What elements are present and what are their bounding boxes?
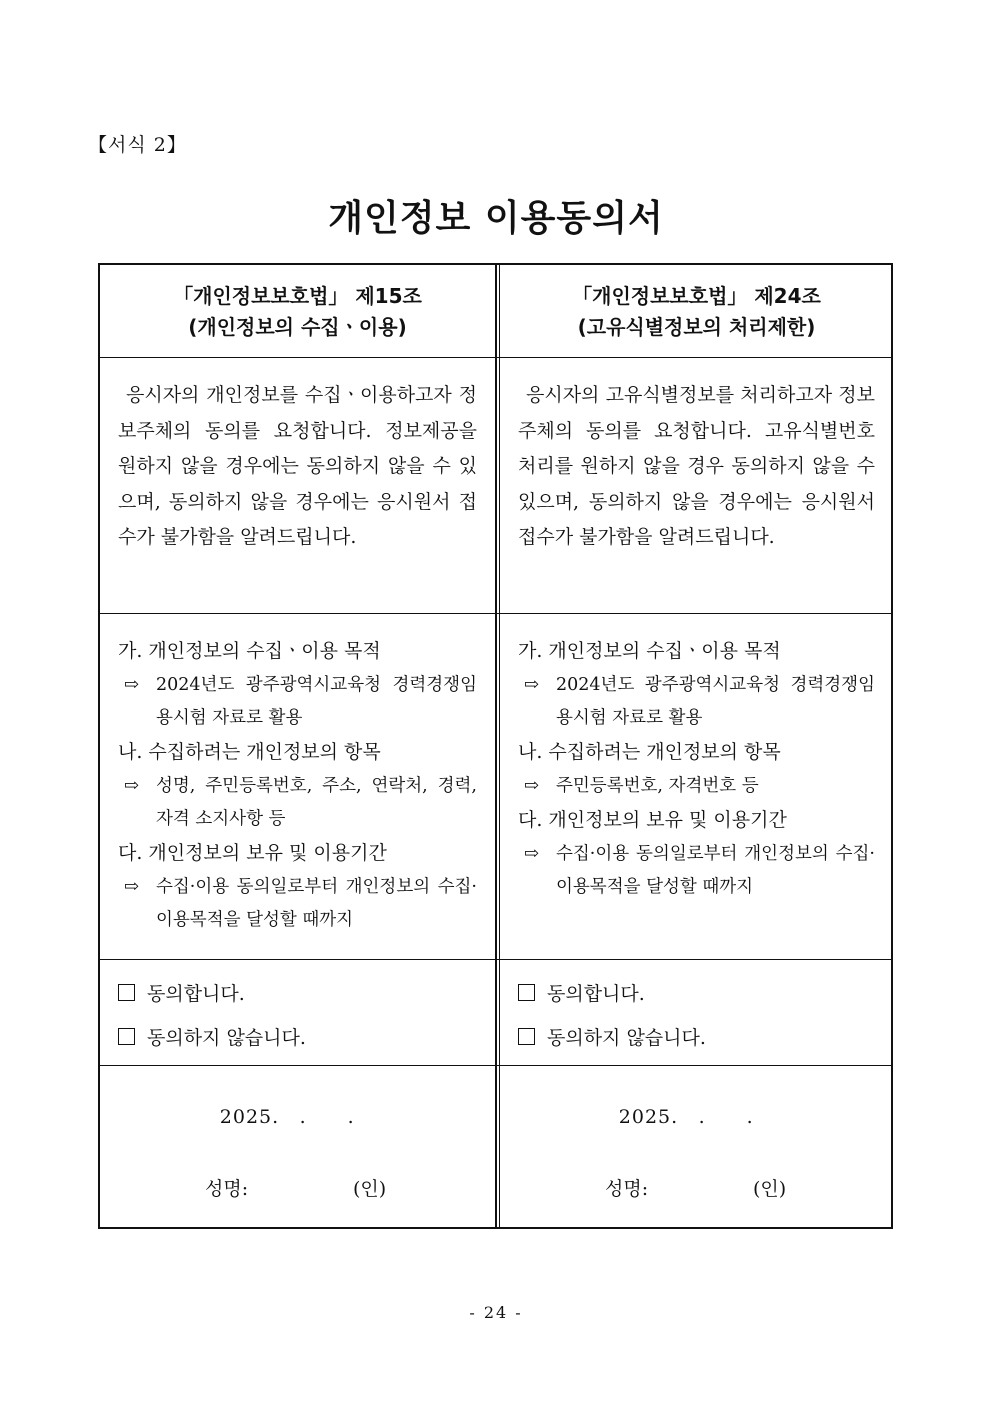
right-header-cell (500, 265, 893, 357)
left-signature-cell (100, 1066, 495, 1229)
checkbox-icon[interactable] (118, 1028, 135, 1045)
document-title: 개인정보 이용동의서 (328, 198, 664, 239)
page-number: - 24 - (469, 1303, 523, 1322)
right-section-body-items: ⇨ 주민등록번호, 자격번호 등 (518, 769, 875, 803)
right-seal-label: (인) (753, 1178, 787, 1200)
form-number-label: 【서식 2】 (88, 134, 187, 156)
right-section-heading-period: 다. 개인정보의 보유 및 이용기간 (518, 809, 787, 831)
left-header-cell (100, 265, 495, 357)
checkbox-icon[interactable] (118, 984, 135, 1001)
left-agree-option[interactable]: 동의합니다. (118, 972, 477, 1016)
left-name-label: 성명: (205, 1178, 249, 1200)
arrow-icon: ⇨ (124, 674, 140, 695)
left-section-body-items: ⇨ 성명, 주민등록번호, 주소, 연락처, 경력, 자격 소지사항 등 (118, 769, 477, 836)
left-section-heading-items: 나. 수집하려는 개인정보의 항목 (118, 741, 381, 763)
right-section-heading-items: 나. 수집하려는 개인정보의 항목 (518, 741, 781, 763)
right-details-cell (500, 614, 893, 959)
arrow-icon: ⇨ (524, 843, 540, 864)
right-disagree-option[interactable]: 동의하지 않습니다. (518, 1016, 875, 1060)
right-intro-cell (500, 358, 893, 613)
left-intro-text: 응시자의 개인정보를 수집ㆍ이용하고자 정보주체의 동의를 요청합니다. 정보제공을 원하지 않을 경우에는 동의하지 않을 수 있으며, 동의하지 않을 경우에는 응시원서 접수가 불가함을 알려드립니다. (118, 384, 477, 548)
left-date-line[interactable]: 2025. . . (219, 1106, 355, 1128)
left-law-subject: (개인정보의 수집ㆍ이용) (188, 315, 407, 339)
left-section-heading-period: 다. 개인정보의 보유 및 이용기간 (118, 842, 387, 864)
left-law-article: 「개인정보보호법」 제15조 (173, 284, 422, 308)
right-agree-cell (500, 960, 893, 1065)
right-intro-text: 응시자의 고유식별정보를 처리하고자 정보주체의 동의를 요청합니다. 고유식별번호 처리를 원하지 않을 경우 동의하지 않을 수 있으며, 동의하지 않을 경우에는 응시원서 접수가 불가함을 알려드립니다. (518, 384, 875, 548)
left-section-heading-purpose: 가. 개인정보의 수집ㆍ이용 목적 (118, 640, 381, 662)
left-disagree-option[interactable]: 동의하지 않습니다. (118, 1016, 477, 1060)
arrow-icon: ⇨ (524, 775, 540, 796)
right-signature-cell (500, 1066, 893, 1229)
arrow-icon: ⇨ (124, 775, 140, 796)
arrow-icon: ⇨ (124, 876, 140, 897)
right-section-body-period: ⇨ 수집·이용 동의일로부터 개인정보의 수집·이용목적을 달성할 때까지 (518, 837, 875, 904)
left-details-cell (100, 614, 495, 959)
left-seal-label: (인) (353, 1178, 387, 1200)
checkbox-icon[interactable] (518, 984, 535, 1001)
right-name-label: 성명: (605, 1178, 649, 1200)
arrow-icon: ⇨ (524, 674, 540, 695)
left-section-body-purpose: ⇨ 2024년도 광주광역시교육청 경력경쟁임용시험 자료로 활용 (118, 668, 477, 735)
right-date-line[interactable]: 2025. . . (618, 1106, 754, 1128)
right-agree-option[interactable]: 동의합니다. (518, 972, 875, 1016)
left-section-body-period: ⇨ 수집·이용 동의일로부터 개인정보의 수집·이용목적을 달성할 때까지 (118, 870, 477, 937)
right-section-heading-purpose: 가. 개인정보의 수집ㆍ이용 목적 (518, 640, 781, 662)
left-intro-cell (100, 358, 495, 613)
checkbox-icon[interactable] (518, 1028, 535, 1045)
consent-table (98, 263, 893, 1229)
left-agree-cell (100, 960, 495, 1065)
column-divider (495, 265, 497, 1227)
right-section-body-purpose: ⇨ 2024년도 광주광역시교육청 경력경쟁임용시험 자료로 활용 (518, 668, 875, 735)
right-law-article: 「개인정보보호법」 제24조 (572, 284, 821, 308)
right-law-subject: (고유식별정보의 처리제한) (577, 315, 816, 339)
